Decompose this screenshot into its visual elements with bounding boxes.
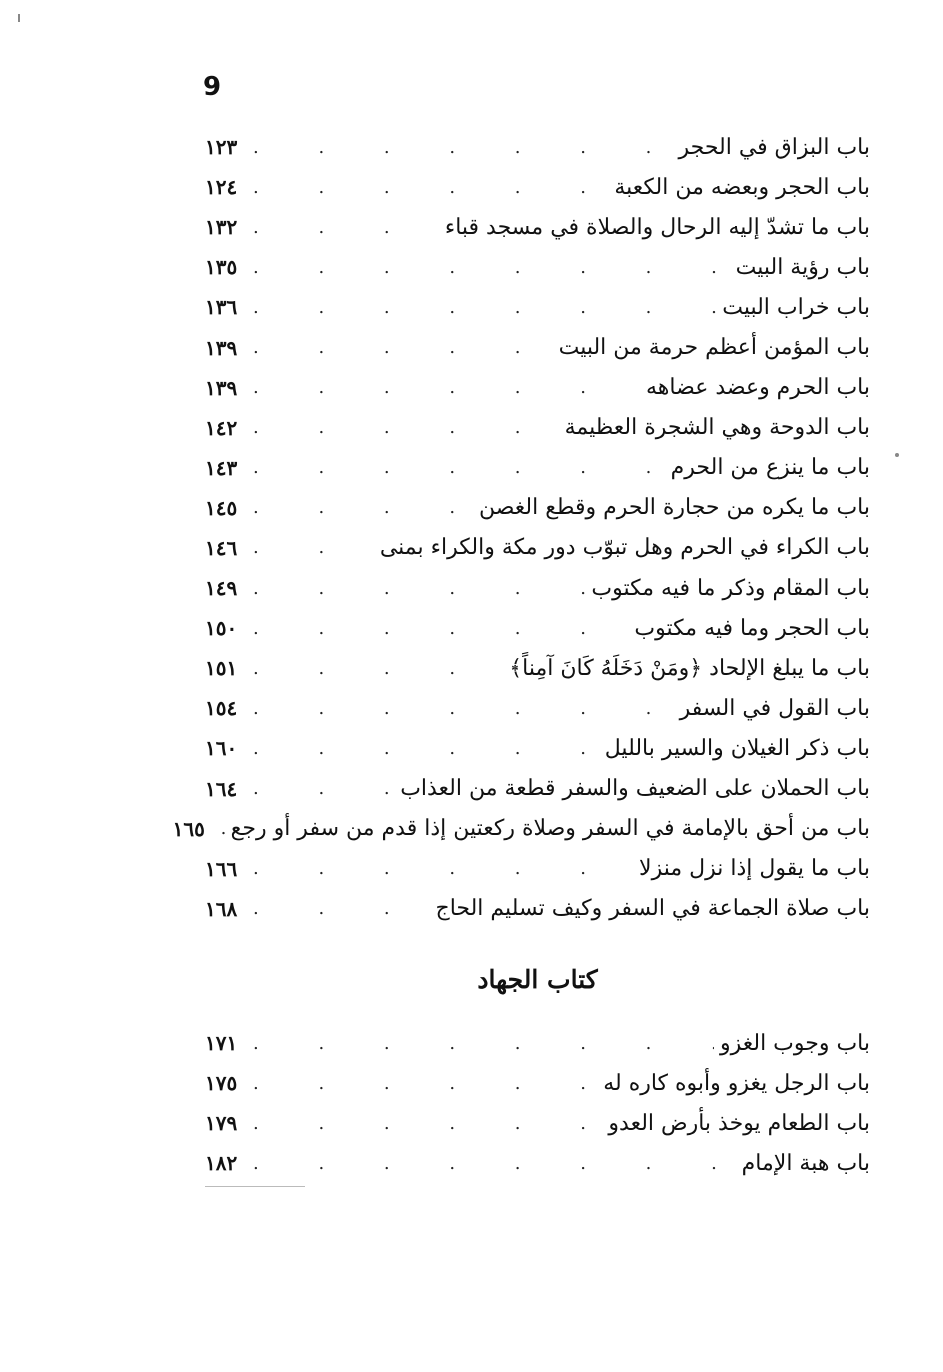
toc-entry-title: باب المقام وذكر ما فيه مكتوب: [591, 575, 870, 601]
toc-entry-page-number: ١٦٤: [205, 776, 238, 801]
dot-leader: [249, 1113, 602, 1134]
toc-entry: [205, 728, 870, 768]
dot-leader: [217, 818, 225, 839]
dot-leader: [249, 1153, 736, 1174]
toc-entry-title: باب وجوب الغزو: [719, 1030, 870, 1056]
dot-leader: [249, 337, 553, 358]
dot-leader: [249, 738, 599, 759]
dot-leader: [249, 177, 608, 198]
toc-entry-page-number: ١٦٥: [172, 816, 205, 841]
scan-artifact: [205, 1186, 305, 1187]
dot-leader: [249, 217, 439, 238]
toc-entry: [205, 488, 870, 528]
toc-entry: [205, 1103, 870, 1143]
toc-entry-title: باب صلاة الجماعة في السفر وكيف تسليم الحاج: [435, 896, 870, 922]
toc-entry-page-number: ١٦٨: [205, 896, 238, 921]
toc-entry-title: باب ما ينزع من الحرم: [670, 455, 870, 481]
dot-leader: [249, 1073, 597, 1094]
toc-entry-page-number: ١٧٩: [205, 1111, 238, 1136]
toc-entry: [205, 769, 870, 809]
toc-entry-page-number: ١٧٥: [205, 1071, 238, 1096]
toc-entry: [205, 408, 870, 448]
toc-entry-title: باب رؤية البيت: [735, 254, 870, 280]
toc-entry-title: باب هبة الإمام: [741, 1150, 870, 1176]
dot-leader: [249, 898, 430, 919]
toc-entry-title: باب ما يكره من حجارة الحرم وقطع الغصن: [478, 495, 870, 521]
dot-leader: [249, 778, 394, 799]
toc-entry-title: باب القول في السفر: [679, 695, 870, 721]
toc-entry-page-number: ١٨٢: [205, 1151, 238, 1176]
toc-entry-title: باب الحجر وما فيه مكتوب: [634, 615, 870, 641]
toc-entry: [205, 247, 870, 287]
dot-leader: [249, 297, 716, 318]
toc-entry-page-number: ١٤٥: [205, 495, 238, 520]
toc-entry: [205, 448, 870, 488]
toc-entry-title: باب الحجر وبعضه من الكعبة: [614, 174, 870, 200]
toc-entry-page-number: ١٣٩: [205, 335, 238, 360]
toc-entry-title: باب من أحق بالإمامة في السفر وصلاة ركعتين إذا قدم من سفر أو رجع: [230, 816, 870, 842]
dot-leader: [249, 537, 374, 558]
toc-entry-title: باب الكراء في الحرم وهل تبوّب دور مكة والكراء بمنى: [379, 535, 870, 561]
toc-entry: [205, 568, 870, 608]
dot-leader: [249, 578, 585, 599]
toc-entry-page-number: ١٣٦: [205, 295, 238, 320]
toc-entry: [205, 849, 870, 889]
dot-leader: [249, 377, 640, 398]
toc-entry-title: باب الدوحة وهي الشجرة العظيمة: [564, 415, 870, 441]
toc-entry-page-number: ١٤٣: [205, 455, 238, 480]
scan-artifact: [18, 14, 20, 22]
table-of-contents-jihad: [205, 1023, 870, 1183]
dot-leader: [249, 698, 674, 719]
toc-entry: [205, 1063, 870, 1103]
dot-leader: [249, 618, 628, 639]
dot-leader: [249, 137, 672, 158]
toc-entry: [172, 809, 870, 849]
table-of-contents: [172, 127, 870, 929]
toc-entry-title: باب ذكر الغيلان والسير بالليل: [604, 735, 870, 761]
toc-entry: [205, 368, 870, 408]
dot-leader: [249, 457, 665, 478]
dot-leader: [249, 497, 473, 518]
scan-artifact: [895, 453, 899, 457]
dot-leader: [249, 257, 730, 278]
page-number: 9: [203, 72, 222, 102]
toc-entry-title: باب الطعام يوخذ بأرض العدو: [608, 1110, 870, 1136]
toc-entry: [205, 1023, 870, 1063]
dot-leader: [249, 858, 633, 879]
toc-entry: [205, 327, 870, 367]
toc-entry-page-number: ١٦٠: [205, 736, 238, 761]
toc-entry-title: باب المؤمن أعظم حرمة من البيت: [558, 335, 870, 361]
toc-entry-title: باب خراب البيت: [722, 294, 870, 320]
toc-entry-title: باب الرجل يغزو وأبوه كاره له: [603, 1070, 870, 1096]
toc-entry-page-number: ١٥٠: [205, 616, 238, 641]
section-heading: كتاب الجهاد: [477, 965, 598, 994]
toc-entry-title: باب الحملان على الضعيف والسفر قطعة من العذاب: [400, 776, 870, 802]
toc-entry: [205, 1143, 870, 1183]
toc-entry-page-number: ١٣٢: [205, 215, 238, 240]
toc-entry-page-number: ١٤٢: [205, 415, 238, 440]
toc-entry-page-number: ١٦٦: [205, 856, 238, 881]
toc-entry-title: باب البزاق في الحجر: [678, 134, 870, 160]
toc-entry: [205, 207, 870, 247]
toc-entry-page-number: ١٣٥: [205, 255, 238, 280]
toc-entry-page-number: ١٤٦: [205, 535, 238, 560]
dot-leader: [249, 417, 559, 438]
toc-entry-page-number: ١٥٤: [205, 696, 238, 721]
toc-entry-page-number: ١٣٩: [205, 375, 238, 400]
dot-leader: [249, 658, 503, 679]
toc-entry: [205, 528, 870, 568]
toc-entry-page-number: ١٧١: [205, 1031, 238, 1056]
toc-entry: [205, 688, 870, 728]
toc-entry-page-number: ١٥١: [205, 656, 238, 681]
toc-entry-title: باب ما تشدّ إليه الرحال والصلاة في مسجد قباء: [444, 214, 870, 240]
toc-entry-title: باب الحرم وعضد عضاهه: [646, 375, 870, 401]
toc-entry: [205, 608, 870, 648]
toc-entry-page-number: ١٢٣: [205, 135, 238, 160]
toc-entry-page-number: ١٢٤: [205, 175, 238, 200]
toc-entry-page-number: ١٤٩: [205, 576, 238, 601]
toc-entry: [205, 167, 870, 207]
toc-entry: [205, 889, 870, 929]
toc-entry: [205, 127, 870, 167]
dot-leader: [249, 1033, 714, 1054]
toc-entry-title: باب ما يقول إذا نزل منزلا: [639, 856, 870, 882]
toc-entry: [205, 287, 870, 327]
toc-entry-title: باب ما يبلغ الإلحاد ﴿ومَنْ دَخَلَهُ كَانَ آمِناً﴾: [509, 655, 870, 681]
toc-entry: [205, 648, 870, 688]
